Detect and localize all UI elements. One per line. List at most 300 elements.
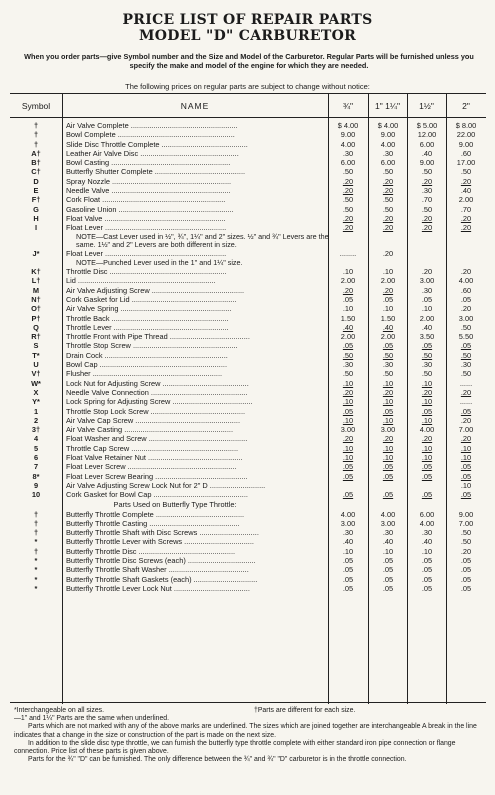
row-symbol: J* [32, 249, 40, 259]
row-price: 1.50 [340, 313, 356, 323]
row-symbol: † [33, 130, 39, 140]
table-row [10, 369, 486, 378]
row-price: 22.00 [456, 130, 476, 140]
col-size: 1½" [419, 101, 434, 111]
col-symbol: Symbol [21, 101, 51, 111]
table-row [10, 510, 486, 519]
row-price: .50 [342, 204, 354, 214]
row-price: 2.00 [340, 332, 356, 342]
row-price: ...... [459, 378, 473, 388]
row-name: Float Washer and Screw ................................................ [66, 434, 248, 444]
row-name: Flusher ............................................................... [66, 369, 223, 379]
row-symbol: 7 [33, 462, 39, 472]
row-name: Float Lever Screw ..................................................... [66, 462, 237, 472]
row-name: Cork Gasket for Bowl Cap .............................................. [66, 490, 248, 500]
row-price: 9.00 [380, 130, 396, 140]
page-subtitle: MODEL "D" CARBURETOR [138, 28, 357, 44]
row-price: .10 [342, 453, 354, 463]
row-price: .40 [382, 322, 394, 332]
row-symbol: W* [31, 378, 41, 388]
row-price: .20 [382, 285, 394, 295]
row-symbol: Y* [32, 397, 40, 407]
row-symbol: 6 [33, 453, 39, 463]
row-price: .30 [421, 285, 433, 295]
row-price: .05 [421, 583, 433, 593]
row-price: .30 [382, 148, 394, 158]
row-price: .05 [460, 341, 472, 351]
row-price: .10 [382, 267, 394, 277]
table-row [10, 314, 486, 323]
table-row [10, 556, 486, 565]
table-row [10, 351, 486, 360]
row-symbol: * [34, 555, 38, 565]
row-name: Throttle Front with Pipe Thread ....................................... [66, 332, 250, 342]
row-price: .60 [460, 285, 472, 295]
row-price: .50 [382, 195, 394, 205]
footnote: †Parts are different for each size. [254, 707, 356, 714]
row-symbol: H [33, 213, 39, 223]
row-symbol: O† [31, 304, 41, 314]
footnotes [14, 707, 484, 764]
table-row [10, 341, 486, 350]
row-price: 4.00 [340, 139, 356, 149]
row-price: 9.00 [340, 130, 356, 140]
row-price: .10 [421, 415, 433, 425]
row-price: .40 [342, 322, 354, 332]
row-price: $ 8.00 [455, 121, 477, 130]
table-row [10, 286, 486, 295]
row-price: .05 [460, 490, 472, 500]
col-name: NAME [180, 101, 210, 111]
row-price: .50 [342, 369, 354, 379]
row-price: 9.00 [419, 158, 435, 168]
table-row [10, 276, 486, 285]
row-name: Float Valve Retainer Nut .............................................. [66, 453, 243, 463]
row-price: .05 [460, 574, 472, 584]
row-name: Air Valve Spring ...................................................... [66, 304, 232, 314]
row-price: .40 [460, 186, 472, 196]
row-name: Bowl Cap .............................................................. [66, 360, 227, 370]
table-row [10, 519, 486, 528]
table-row [10, 295, 486, 304]
row-price: .30 [382, 528, 394, 538]
table-row [10, 490, 486, 499]
row-price: .05 [421, 462, 433, 472]
row-price: .10 [421, 443, 433, 453]
row-price: .50 [421, 204, 433, 214]
row-price: .50 [460, 528, 472, 538]
row-name: Needle Valve Connection ............................................... [66, 387, 248, 397]
table-row [10, 379, 486, 388]
table-header [10, 94, 486, 118]
table-row [10, 575, 486, 584]
row-price: .20 [460, 546, 472, 556]
row-price: .20 [382, 387, 394, 397]
row-symbol: A† [31, 148, 41, 158]
row-price: 17.00 [456, 158, 476, 168]
row-price: .05 [382, 406, 394, 416]
table-row [10, 304, 486, 313]
row-name: Leather Air Valve Disc ................................................ [66, 148, 239, 158]
row-price: .10 [421, 546, 433, 556]
row-price: .20 [382, 249, 394, 259]
row-symbol: † [33, 518, 39, 528]
row-price: .10 [342, 304, 354, 314]
row-price: .05 [460, 583, 472, 593]
row-price: .05 [460, 294, 472, 304]
row-price: .20 [460, 223, 472, 233]
row-price: 6.00 [419, 509, 435, 519]
row-price: .50 [421, 369, 433, 379]
row-price: .05 [382, 555, 394, 565]
row-symbol: C† [31, 167, 41, 177]
row-price: $ 5.00 [416, 121, 438, 130]
row-price: 6.00 [380, 158, 396, 168]
row-price: .50 [382, 350, 394, 360]
row-symbol: * [34, 583, 38, 593]
table-row [10, 214, 486, 223]
row-price: .70 [421, 195, 433, 205]
row-price: .30 [382, 360, 394, 370]
row-price: .50 [421, 167, 433, 177]
row-price: .10 [342, 443, 354, 453]
table-row [10, 388, 486, 397]
row-name: Throttle Back ......................................................... [66, 313, 229, 323]
row-price: 3.00 [419, 276, 435, 286]
row-price: .30 [342, 528, 354, 538]
row-price: .20 [342, 186, 354, 196]
row-price: 4.00 [380, 509, 396, 519]
table-row [10, 323, 486, 332]
row-price: .20 [421, 223, 433, 233]
row-price: .50 [421, 350, 433, 360]
row-price: .20 [342, 434, 354, 444]
row-symbol: † [33, 509, 39, 519]
table-row [10, 444, 486, 453]
table-row [10, 140, 486, 149]
row-price: .20 [382, 434, 394, 444]
row-name: Needle Valve .......................................................... [66, 186, 231, 196]
row-price: .10 [342, 267, 354, 277]
row-price: .05 [342, 462, 354, 472]
row-name: Butterfly Throttle Disc ............................................... [66, 546, 236, 556]
row-name: Bowl Casting .......................................................... [66, 158, 231, 168]
row-symbol: P† [31, 313, 41, 323]
row-price: .05 [460, 565, 472, 575]
table-row [10, 528, 486, 537]
row-price: 2.00 [380, 276, 396, 286]
row-price: .05 [342, 341, 354, 351]
row-name: Air Valve Adjusting Screw ............................................. [66, 285, 245, 295]
row-price: 2.00 [419, 313, 435, 323]
row-price: 2.00 [380, 332, 396, 342]
row-price: .20 [342, 213, 354, 223]
footnote: Parts which are not marked with any of the above marks are underlined. The sizes which are joined together are interchangeable A break in the line indicates that a change in the size or construction of the part is made on the next size. [14, 723, 477, 739]
row-price: .05 [342, 471, 354, 481]
row-price: .10 [342, 546, 354, 556]
row-price: .20 [382, 213, 394, 223]
table-row [10, 332, 486, 341]
row-price: .10 [382, 443, 394, 453]
row-name: Butterfly Throttle Shaft Washer ....................................... [66, 565, 249, 575]
row-symbol: M [32, 285, 40, 295]
row-price: 12.00 [417, 130, 437, 140]
row-price: .50 [342, 167, 354, 177]
row-name: Throttle Stop Screw ................................................... [66, 341, 238, 351]
page-title: PRICE LIST OF REPAIR PARTS [122, 12, 373, 28]
row-price: 3.50 [419, 332, 435, 342]
row-name: Throttle Lever ........................................................ [66, 322, 229, 332]
row-price: .50 [460, 322, 472, 332]
row-price: .05 [382, 462, 394, 472]
row-symbol: X [33, 387, 39, 397]
row-name: Butterfly Throttle Lever Lock Nut ..................................... [66, 583, 250, 593]
table-row [10, 360, 486, 369]
row-price: .05 [460, 406, 472, 416]
row-price: 7.00 [458, 425, 474, 435]
row-name: Butterfly Throttle Shaft with Disc Screws ............................. [66, 528, 259, 538]
row-name: Butterfly Throttle Lever with Screws .................................. [66, 537, 254, 547]
row-symbol: 9 [33, 480, 39, 490]
row-symbol: T* [32, 350, 40, 360]
row-price: .20 [421, 434, 433, 444]
row-symbol: 4 [33, 434, 39, 444]
row-name: Float Valve ........................................................... [66, 213, 226, 223]
row-price: .30 [421, 186, 433, 196]
row-price: 3.00 [340, 518, 356, 528]
row-price: .05 [342, 490, 354, 500]
row-symbol: * [34, 565, 38, 575]
row-price: .10 [460, 453, 472, 463]
row-symbol: 3† [31, 425, 41, 435]
row-symbol: R† [31, 332, 41, 342]
row-price: ........ [339, 249, 357, 259]
row-price: .60 [460, 148, 472, 158]
row-price: .05 [342, 406, 354, 416]
price-notice: The following prices on regular parts are subject to change without notice: [125, 82, 370, 91]
row-symbol: B† [31, 158, 41, 168]
row-price: .10 [421, 453, 433, 463]
row-name: Throttle Stop Lock Screw .............................................. [66, 406, 246, 416]
row-price: .10 [342, 397, 354, 407]
table-row [10, 584, 486, 593]
row-price: .10 [382, 415, 394, 425]
parts-table [10, 93, 486, 703]
row-price: .05 [382, 471, 394, 481]
row-name: Float Lever ........................................................... [66, 249, 227, 259]
row-name: Butterfly Throttle Casting ............................................ [66, 518, 240, 528]
row-price: .10 [382, 453, 394, 463]
row-price: .20 [460, 387, 472, 397]
row-price: .20 [460, 415, 472, 425]
butterfly-section-heading: Parts Used on Butterfly Type Throttle: [113, 499, 237, 509]
row-price: .10 [421, 397, 433, 407]
row-name: Butterfly Throttle Disc Screws (each) ................................. [66, 555, 256, 565]
table-row [10, 472, 486, 481]
footnote: —1" and 1¼" Parts are the same when underlined. [14, 715, 170, 723]
row-price: 3.00 [380, 425, 396, 435]
row-price: .50 [382, 369, 394, 379]
row-price: .30 [421, 360, 433, 370]
table-row [10, 167, 486, 176]
row-symbol: N† [31, 294, 41, 304]
row-name: Cork Gasket for Lid ................................................... [66, 294, 237, 304]
row-price: .40 [421, 322, 433, 332]
row-symbol: S [33, 341, 39, 351]
table-row [10, 177, 486, 186]
row-price: .50 [460, 537, 472, 547]
row-price: .20 [421, 176, 433, 186]
table-row [10, 195, 486, 204]
row-price: .50 [460, 167, 472, 177]
row-price: .50 [342, 195, 354, 205]
row-symbol: G [33, 204, 39, 214]
table-row [10, 462, 486, 471]
row-price: ...... [459, 397, 473, 407]
row-name: Air Valve Cap Screw ................................................... [66, 415, 240, 425]
row-price: .20 [460, 267, 472, 277]
row-symbol: U [33, 360, 39, 370]
row-price: .20 [421, 213, 433, 223]
row-price: .30 [421, 528, 433, 538]
row-price: 3.00 [458, 313, 474, 323]
row-price: .05 [421, 490, 433, 500]
table-row [10, 205, 486, 214]
row-symbol: D [33, 176, 39, 186]
table-row [10, 481, 486, 490]
row-price: .20 [342, 176, 354, 186]
row-price: .05 [460, 462, 472, 472]
row-name: Bowl Complete ......................................................... [66, 130, 235, 140]
row-name: Slide Disc Throttle Complete .......................................... [66, 139, 248, 149]
row-price: 4.00 [380, 139, 396, 149]
row-price: 5.50 [458, 332, 474, 342]
table-row [10, 453, 486, 462]
row-symbol: Q [33, 322, 39, 332]
row-symbol: 1 [33, 406, 39, 416]
row-price: .10 [382, 546, 394, 556]
row-price: .20 [342, 387, 354, 397]
row-name: Throttle Disc ......................................................... [66, 267, 227, 277]
row-price: 4.00 [340, 509, 356, 519]
row-name: Butterfly Throttle Shaft Gaskets (each) ............................... [66, 574, 258, 584]
row-price: .70 [460, 204, 472, 214]
row-price: .40 [421, 148, 433, 158]
row-price: .05 [421, 294, 433, 304]
row-price: .40 [342, 537, 354, 547]
row-price: 3.00 [340, 425, 356, 435]
row-price: 9.00 [458, 509, 474, 519]
row-price: 3.00 [380, 518, 396, 528]
row-price: .20 [460, 434, 472, 444]
row-name: Gasoline Union ........................................................ [66, 204, 234, 214]
row-price: .05 [421, 471, 433, 481]
row-price: .10 [460, 443, 472, 453]
footnote: Parts for the ¾" "D" can be furnished. The only difference between the ¾" and ¾" "D" carburetor is in the throttle connection. [28, 756, 407, 764]
row-price: $ 4.00 [377, 121, 399, 130]
row-price: .10 [382, 304, 394, 314]
row-price: .10 [382, 378, 394, 388]
row-price: .20 [460, 176, 472, 186]
footnote: In addition to the slide disc type throttle, we can furnish the butterfly type throttle complete with either standard iron pipe connection or flange connection. Price list of these parts is given above. [14, 739, 456, 755]
table-row [10, 267, 486, 276]
row-price: .50 [382, 167, 394, 177]
row-price: .10 [342, 415, 354, 425]
row-price: .05 [342, 583, 354, 593]
row-price: 9.00 [458, 139, 474, 149]
row-price: .20 [460, 304, 472, 314]
row-name: Drain Cock ............................................................ [66, 350, 228, 360]
row-price: $ 4.00 [337, 121, 359, 130]
row-price: 4.00 [419, 518, 435, 528]
row-name: Float Lever Screw Bearing ............................................. [66, 471, 248, 481]
row-price: .50 [382, 204, 394, 214]
row-symbol: 10 [31, 490, 41, 500]
table-row [10, 416, 486, 425]
row-name: Cork Float ............................................................ [66, 195, 226, 205]
row-symbol: 5 [33, 443, 39, 453]
row-price: .05 [342, 555, 354, 565]
table-row [10, 407, 486, 416]
table-row [10, 425, 486, 434]
row-price: .05 [460, 471, 472, 481]
row-price: .05 [342, 565, 354, 575]
row-price: .05 [382, 294, 394, 304]
row-symbol: I [34, 223, 38, 233]
row-price: .05 [382, 583, 394, 593]
row-price: .05 [460, 555, 472, 565]
row-price: .20 [342, 223, 354, 233]
row-price: 6.00 [419, 139, 435, 149]
row-price: .50 [460, 369, 472, 379]
row-name: Air Valve Adjusting Screw Lock Nut for 2" D ........................... [66, 480, 266, 490]
row-price: .40 [421, 537, 433, 547]
row-symbol: † [33, 139, 39, 149]
row-price: .40 [382, 537, 394, 547]
row-name: Air Valve Complete .................................................... [66, 121, 238, 130]
row-symbol: † [33, 528, 39, 538]
row-price: .10 [342, 378, 354, 388]
table-row [10, 547, 486, 556]
row-price: .20 [382, 186, 394, 196]
row-price: 2.00 [458, 195, 474, 205]
row-price: .30 [460, 360, 472, 370]
table-row [10, 537, 486, 546]
row-price: .20 [382, 223, 394, 233]
row-price: .05 [421, 341, 433, 351]
row-price: .10 [460, 480, 472, 490]
row-price: .20 [421, 267, 433, 277]
row-price: .50 [342, 350, 354, 360]
row-name: Throttle Cap Screw .................................................... [66, 443, 239, 453]
row-symbol: L† [31, 276, 41, 286]
row-symbol: 2 [33, 415, 39, 425]
col-size: 2" [462, 101, 470, 111]
row-name: Lid ................................................................... [66, 276, 216, 286]
table-row [10, 434, 486, 443]
table-row [10, 149, 486, 158]
row-price: .20 [460, 213, 472, 223]
table-row [10, 186, 486, 195]
row-price: .05 [382, 574, 394, 584]
row-symbol: † [33, 121, 39, 130]
row-symbol: K† [31, 267, 41, 277]
row-name: Butterfly Shutter Complete ............................................ [66, 167, 246, 177]
row-name: Lock Nut for Adjusting Screw .......................................... [66, 378, 249, 388]
table-row [10, 130, 486, 139]
row-price: .05 [342, 574, 354, 584]
row-name: Air Valve Casting ..................................................... [66, 425, 234, 435]
